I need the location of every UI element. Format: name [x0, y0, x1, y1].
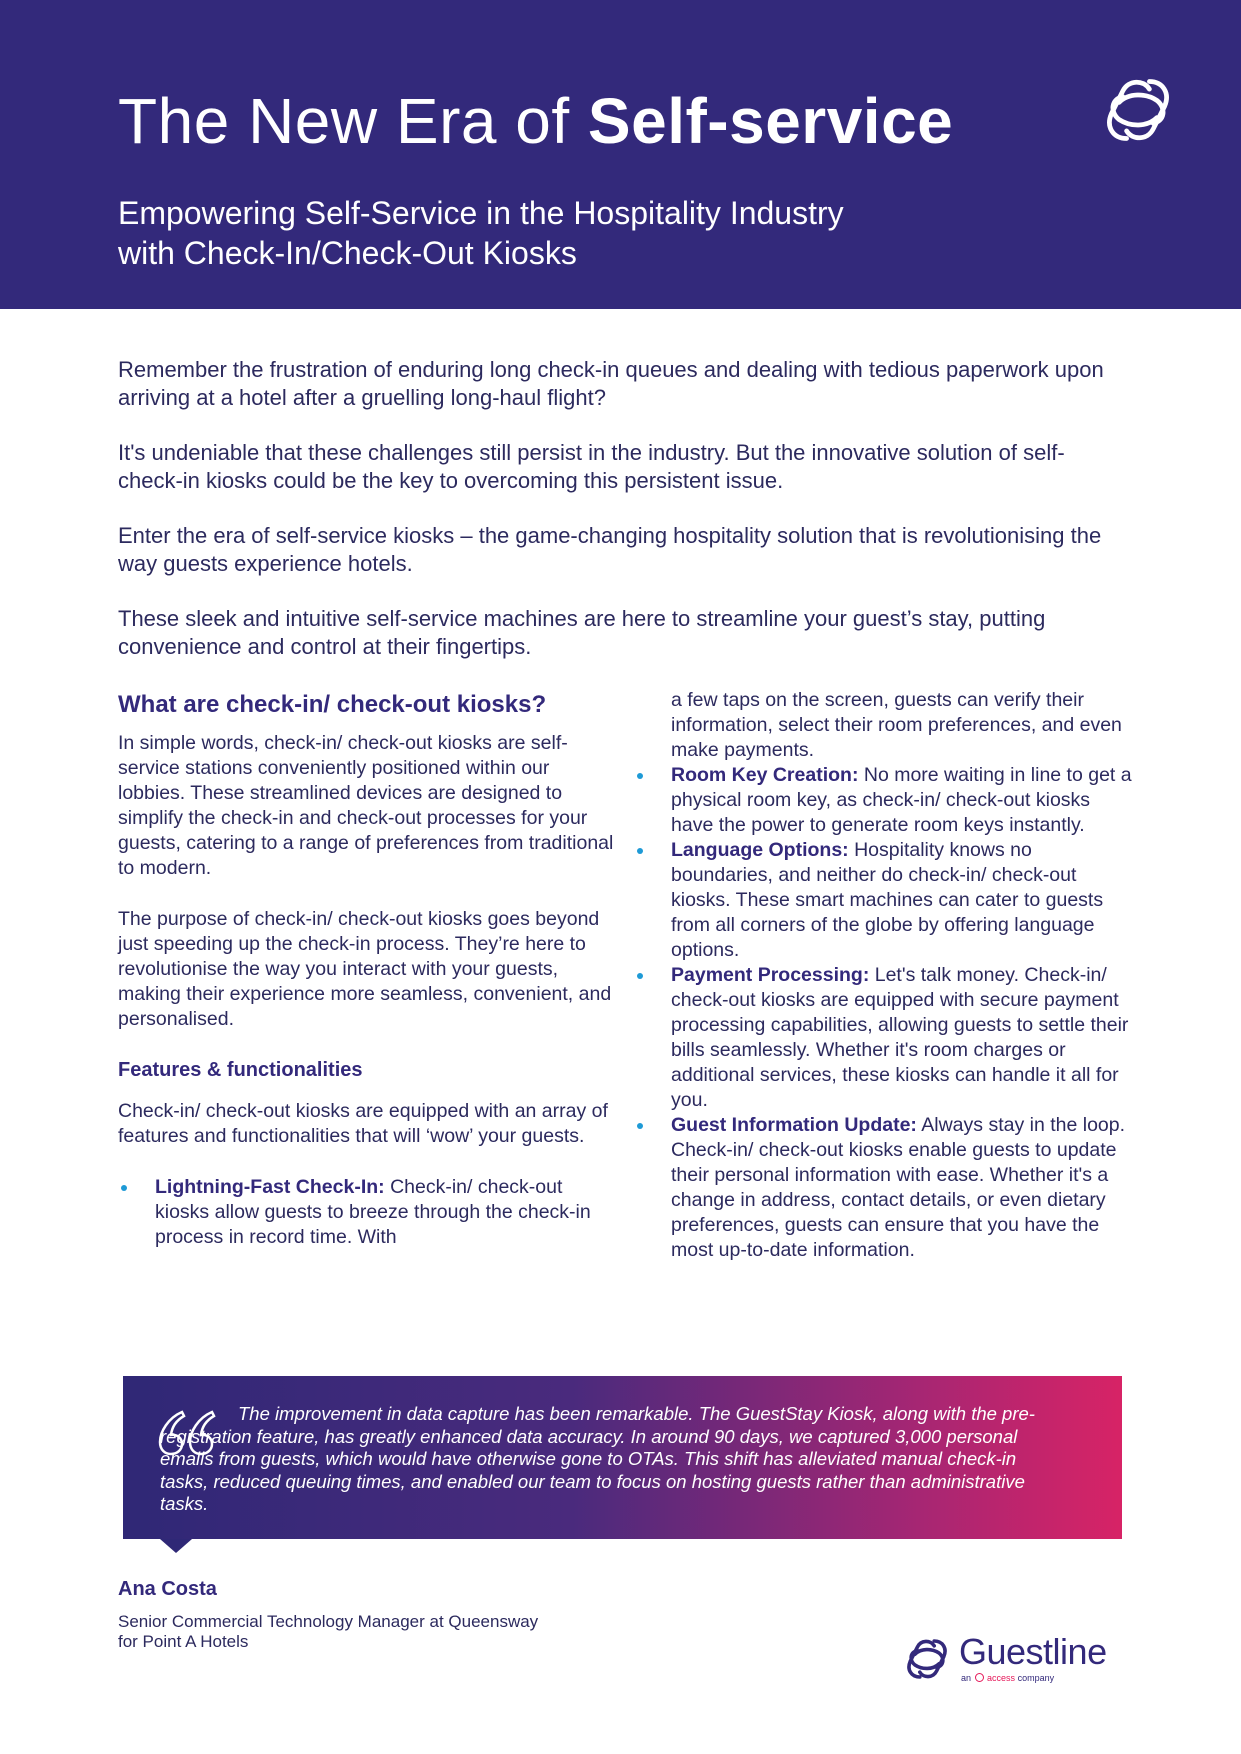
author-role: Senior Commercial Technology Manager at Queensway for Point A Hotels	[118, 1612, 539, 1651]
guestline-logo	[903, 1633, 1123, 1687]
guestline-knot-icon	[1100, 72, 1176, 148]
list-item: Guest Information Update: Always stay in the loop. Check-in/ check-out kiosks enable guests to update their personal information with ease. Whether it's a change in address, contact details, or even dietary preferences, guests can ensure that you have the most up-to-date information.	[634, 1113, 1134, 1263]
feature-list	[118, 1175, 618, 1250]
list-item: Room Key Creation: No more waiting in line to get a physical room key, as check-in/ check-out kiosks have the power to generate room keys instantly.	[634, 763, 1134, 838]
feature-list	[634, 688, 1134, 1263]
brand-tagline: an access company	[961, 1673, 1055, 1683]
author-name: Ana Costa	[118, 1578, 217, 1600]
header-banner	[0, 0, 1241, 309]
body-paragraph: In simple words, check-in/ check-out kiosks are self-service stations conveniently positioned within our lobbies. These streamlined devices are designed to simplify the check-in and check-out processes for your guests, catering to a range of preferences from traditional to modern.	[118, 732, 614, 879]
page-subtitle	[118, 193, 844, 273]
page-title: The New Era of Self-service	[118, 85, 954, 157]
list-item: Payment Processing: Let's talk money. Check-in/ check-out kiosks are equipped with secure payment processing capabilities, allowing guests to settle their bills seamlessly. Whether it's room charges or additional services, these kiosks can handle it all for you.	[634, 963, 1134, 1113]
guestline-knot-icon	[903, 1635, 951, 1683]
testimonial-tail	[160, 1539, 192, 1553]
body-paragraph: The purpose of check-in/ check-out kiosks goes beyond just speeding up the check-in process. They’re here to revolutionise the way you interact with your guests, making their experience more seamless, convenient, and personalised.	[118, 908, 612, 1030]
list-item: a few taps on the screen, guests can verify their information, select their room preferences, and even make payments.	[671, 689, 1122, 761]
list-item: Language Options: Hospitality knows no boundaries, and neither do check-in/ check-out kiosks. These smart machines can cater to guests from all corners of the globe by offering language options.	[634, 838, 1134, 963]
body-paragraph: Check-in/ check-out kiosks are equipped with an array of features and functionalities that will ‘wow’ your guests.	[118, 1100, 608, 1147]
intro-section	[118, 356, 1128, 688]
testimonial-text: The improvement in data capture has been remarkable. The GuestStay Kiosk, along with the pre-registration feature, has greatly enhanced data accuracy. In around 90 days, we captured 3,000 personal emails from guests, which would have otherwise gone to OTAs. This shift has alleviated manual check-in tasks, reduced queuing times, and enabled our team to focus on hosting guests rather than administrative tasks.	[160, 1403, 1035, 1515]
intro-paragraph: These sleek and intuitive self-service machines are here to streamline your guest’s stay, putting convenience and control at their fingertips.	[118, 606, 1046, 659]
subtitle-line: Empowering Self-Service in the Hospitality Industry	[118, 195, 844, 231]
intro-paragraph: It's undeniable that these challenges still persist in the industry. But the innovative solution of self-check-in kiosks could be the key to overcoming this persistent issue.	[118, 440, 1065, 493]
intro-paragraph: Remember the frustration of enduring long check-in queues and dealing with tedious paperwork upon arriving at a hotel after a gruelling long-haul flight?	[118, 357, 1104, 410]
right-column	[634, 688, 1134, 1263]
left-column	[118, 690, 618, 1250]
subsection-heading: Features & functionalities	[118, 1059, 363, 1081]
intro-paragraph: Enter the era of self-service kiosks – the game-changing hospitality solution that is revolutionising the way guests experience hotels.	[118, 523, 1102, 576]
section-heading: What are check-in/ check-out kiosks?	[118, 691, 547, 718]
subtitle-line: with Check-In/Check-Out Kiosks	[118, 235, 577, 271]
brand-name: Guestline	[959, 1631, 1107, 1672]
list-item: Lightning-Fast Check-In: Check-in/ check-out kiosks allow guests to breeze through the check-in process in record time. With	[118, 1175, 618, 1250]
